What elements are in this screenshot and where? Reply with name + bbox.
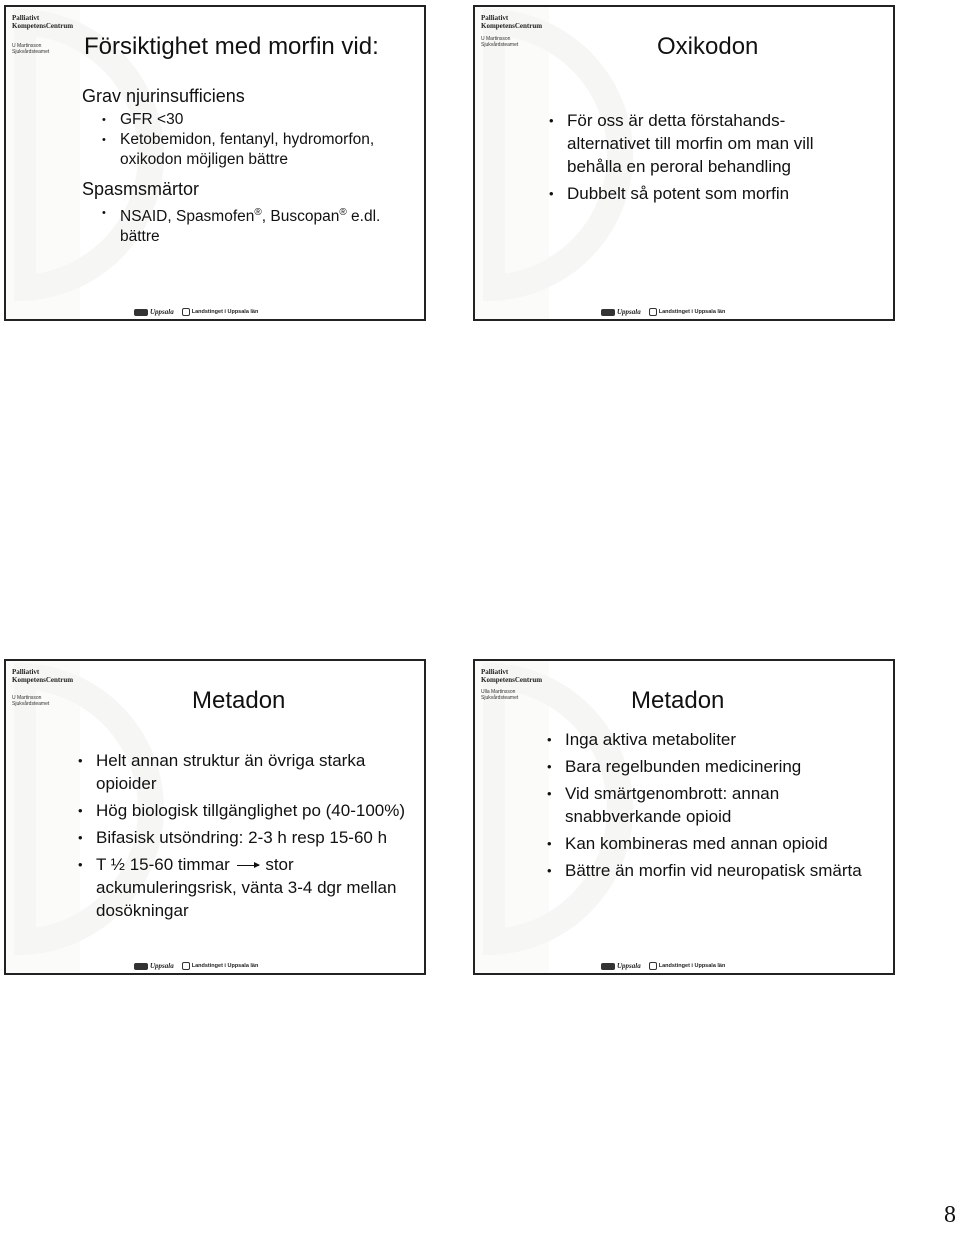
heading: Grav njurinsufficiens	[82, 86, 245, 106]
list-item: • GFR <30	[102, 110, 412, 130]
slide-body	[78, 749, 424, 922]
author-label: U Martinsson Sjukvårdsteamet	[481, 36, 519, 48]
slide-4	[473, 659, 895, 975]
list-item: • T ½ 15-60 timmar stor ackumuleringsrisk, vänta 3-4 dgr mellan dosökningar	[78, 853, 424, 922]
uppsala-logo: Uppsala	[601, 962, 641, 970]
slide-body	[547, 728, 867, 882]
slide-body	[549, 109, 849, 205]
bullet-list	[547, 728, 867, 882]
heading: Spasmsmärtor	[82, 179, 200, 199]
list-item: • Bara regelbunden medicinering	[547, 755, 867, 778]
arrow-right-icon	[237, 865, 259, 866]
list-item: • Inga aktiva metaboliter	[547, 728, 867, 751]
landstinget-mark-icon	[649, 308, 657, 316]
landstinget-mark-icon	[182, 962, 190, 970]
uppsala-logo: Uppsala	[601, 308, 641, 316]
landstinget-mark-icon	[182, 308, 190, 316]
list-item: • NSAID, Spasmofen®, Buscopan® e.dl. bättre	[102, 203, 412, 247]
list-item: • Helt annan struktur än övriga starka opioider	[78, 749, 424, 795]
list-item: • Bättre än morfin vid neuropatisk smärta	[547, 859, 867, 882]
org-logo: Palliativt KompetensCentrum	[481, 668, 543, 684]
list-item: • Kan kombineras med annan opioid	[547, 832, 867, 855]
author-label: U Martinsson Sjukvårdsteamet	[12, 695, 50, 707]
list-item: • Dubbelt så potent som morfin	[549, 182, 849, 205]
sub-list	[102, 110, 412, 170]
uppsala-mark-icon	[134, 309, 148, 316]
list-item: • För oss är detta förstahands-alternativet till morfin om man vill behålla en peroral behandling	[549, 109, 849, 178]
slide-title: Metadon	[192, 687, 286, 714]
author-label: U Martinsson Sjukvårdsteamet	[12, 43, 50, 55]
landstinget-logo: Landstinget i Uppsala län	[649, 308, 726, 316]
list-item: • Ketobemidon, fentanyl, hydromorfon, oxikodon möjligen bättre	[102, 130, 412, 170]
org-logo: Palliativt KompetensCentrum	[12, 14, 74, 30]
landstinget-mark-icon	[649, 962, 657, 970]
landstinget-logo: Landstinget i Uppsala län	[182, 308, 259, 316]
uppsala-logo: Uppsala	[134, 962, 174, 970]
slide-title: Metadon	[631, 687, 725, 714]
landstinget-logo: Landstinget i Uppsala län	[182, 962, 259, 970]
slide-3	[4, 659, 426, 975]
uppsala-mark-icon	[601, 309, 615, 316]
slide-footer	[134, 306, 258, 318]
org-logo: Palliativt KompetensCentrum	[12, 668, 74, 684]
author-label: Ulla Martinsson Sjukvårdsteamet	[481, 689, 519, 701]
slide-body	[82, 85, 412, 247]
bullet-list	[549, 109, 849, 205]
list-item: • Hög biologisk tillgänglighet po (40-100%)	[78, 799, 424, 822]
slide-footer	[134, 960, 258, 972]
bullet-list	[78, 749, 424, 922]
uppsala-mark-icon	[134, 963, 148, 970]
slide-footer	[601, 306, 725, 318]
landstinget-logo: Landstinget i Uppsala län	[649, 962, 726, 970]
list-item: • Bifasisk utsöndring: 2-3 h resp 15-60 h	[78, 826, 424, 849]
org-logo: Palliativt KompetensCentrum	[481, 14, 543, 30]
sub-list	[102, 203, 412, 247]
slide-2	[473, 5, 895, 321]
uppsala-mark-icon	[601, 963, 615, 970]
slide-title: Oxikodon	[657, 33, 759, 60]
page-number: 8	[944, 1202, 956, 1228]
slide-footer	[601, 960, 725, 972]
list-item: • Vid smärtgenombrott: annan snabbverkande opioid	[547, 782, 867, 828]
slide-title: Försiktighet med morfin vid:	[84, 33, 379, 60]
slide-1	[4, 5, 426, 321]
uppsala-logo: Uppsala	[134, 308, 174, 316]
